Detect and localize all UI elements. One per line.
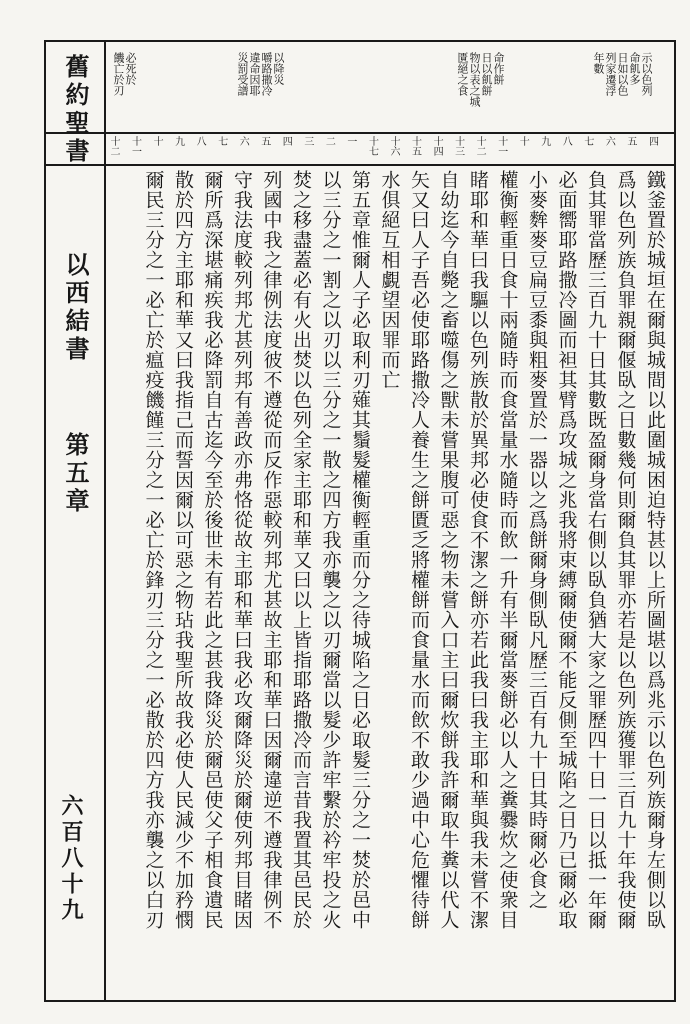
chapter-title: 第五章 — [61, 432, 90, 516]
book-title: 舊約聖書 — [61, 54, 90, 166]
verse-number: 三 — [301, 136, 313, 146]
marginal-note-3: 以降災 嚼路撒冷 違命因耶 災罰受譜 — [236, 52, 285, 96]
verse-number: 四 — [646, 136, 658, 146]
verse-number: 十二 — [108, 136, 119, 156]
verse-number: 十 — [517, 136, 529, 146]
marginal-note-2: 命作餅 日以飢餅 物以表之城 匱絕之食 — [456, 52, 505, 107]
text-column: 水俱絕互相覷望因罪而亡 — [378, 170, 401, 390]
verse-number: 十七 — [366, 136, 378, 156]
verse-number-divider — [46, 164, 674, 166]
marginal-note-4: 必死於 饑亡於刃 — [112, 52, 137, 96]
text-column: 爾民三分之一必亡於瘟疫饑饉三分之一必亡於鋒刃三分之一必散於四方我亦襲之以白刃 — [142, 170, 165, 930]
verse-number: 十五 — [409, 136, 421, 156]
text-column: 列國中我之律例法度彼不遵從而反作惡較列邦尤甚故主耶和華曰因爾違逆不遵我律例不 — [260, 170, 283, 930]
verse-number: 九 — [538, 136, 550, 146]
verse-number: 四 — [280, 136, 292, 146]
verse-number: 九 — [172, 136, 184, 146]
verse-number: 十 — [151, 136, 163, 146]
verse-number: 十一 — [495, 136, 507, 156]
verse-number: 十六 — [388, 136, 399, 156]
text-column: 守我法度較列邦尤甚列邦有善政亦弗恪從故主耶和華曰我必攻爾降災於爾使列邦目睹因 — [231, 170, 253, 930]
verse-number: 八 — [194, 136, 206, 146]
verse-number: 五 — [258, 136, 270, 146]
verse-number: 六 — [237, 136, 249, 146]
text-column: 焚之移盡蓋必有火出焚以色列全家主耶和華又曰以上皆指耶路撒冷而言昔我置其邑民於 — [290, 170, 312, 930]
text-column: 小麥麰麥豆扁豆黍與粗麥置於一器以之爲餅爾身側臥凡歷三百有九十日其時爾必食之 — [526, 170, 548, 910]
verse-number: 十二 — [474, 136, 486, 156]
page-number: 六百八十九 — [58, 794, 84, 924]
verse-number: 十一 — [129, 136, 141, 156]
text-column: 自幼迄今自斃之畜噬傷之獸未嘗果腹可惡之物未嘗入口主曰爾炊餅我許爾取牛糞以代人 — [437, 170, 460, 930]
text-column: 爾所爲深堪痛疾我必降罰自古迄今至於後世未有若此之甚我降災於爾邑使父子相食遺民 — [201, 170, 224, 930]
verse-number: 十四 — [431, 136, 443, 156]
text-column: 矢又曰人子吾必使耶路撒冷人養生之餅匱乏將權餅而食量水而飲不敢少過中心危懼待餅 — [408, 170, 430, 930]
header-divider — [104, 42, 106, 1000]
text-column: 爲以色列族負罪親爾偃臥之日數幾何則爾負其罪亦若是以色列族獲罪三百九十年我使爾 — [614, 170, 637, 930]
verse-number: 五 — [624, 136, 636, 146]
verse-number: 十三 — [452, 136, 464, 156]
text-column: 鐵釜置於城垣在爾與城間以此圍城困迫特甚以上所圖堪以爲兆示以色列族爾身左側以臥 — [644, 170, 666, 930]
verse-number-row — [46, 134, 674, 164]
verse-number: 八 — [560, 136, 572, 146]
verse-number: 二 — [323, 136, 335, 146]
part-title: 以西結書 — [61, 252, 90, 364]
text-column: 睹耶和華曰我驅以色列族散於異邦必使食不潔之餅亦若此我曰我主耶和華與我未嘗不潔 — [467, 170, 489, 930]
verse-number: 六 — [603, 136, 615, 146]
text-column: 以三分之一割之以刃以三分之一散之四方我亦襲之以刃爾當以髮少許牢繫於衿牢投之火 — [319, 170, 342, 930]
verse-number: 七 — [581, 136, 593, 146]
text-column: 負其罪當歷三百九十日其數既盈爾身當右側以臥負猶大家之罪歷四十日一日以抵一年爾 — [585, 170, 607, 930]
text-column: 第五章惟爾人子必取利刃薙其鬚髮權衡輕重而分之待城陷之日必取髮三分之一焚於邑中 — [349, 170, 371, 930]
marginal-note-1: 示以色列 命飢多 日如以色 列家遷浮 年數 — [592, 52, 653, 96]
verse-number: 一 — [344, 136, 356, 146]
page-frame — [44, 40, 676, 1002]
text-column: 散於四方主耶和華又曰我指己而誓因爾以可惡之物玷我聖所故我必使人民減少不加矜憫 — [172, 170, 194, 930]
text-column: 權衡輕重日食十兩隨時而食當量水隨時而飲一升有半爾當麥餅必以人之糞爨炊之使衆目 — [496, 170, 519, 930]
text-column: 必面嚮耶路撒冷圖而袒其臂爲攻城之兆我將束縛爾使爾不能反側至城陷之日乃已爾必取 — [555, 170, 578, 930]
verse-number: 七 — [215, 136, 227, 146]
